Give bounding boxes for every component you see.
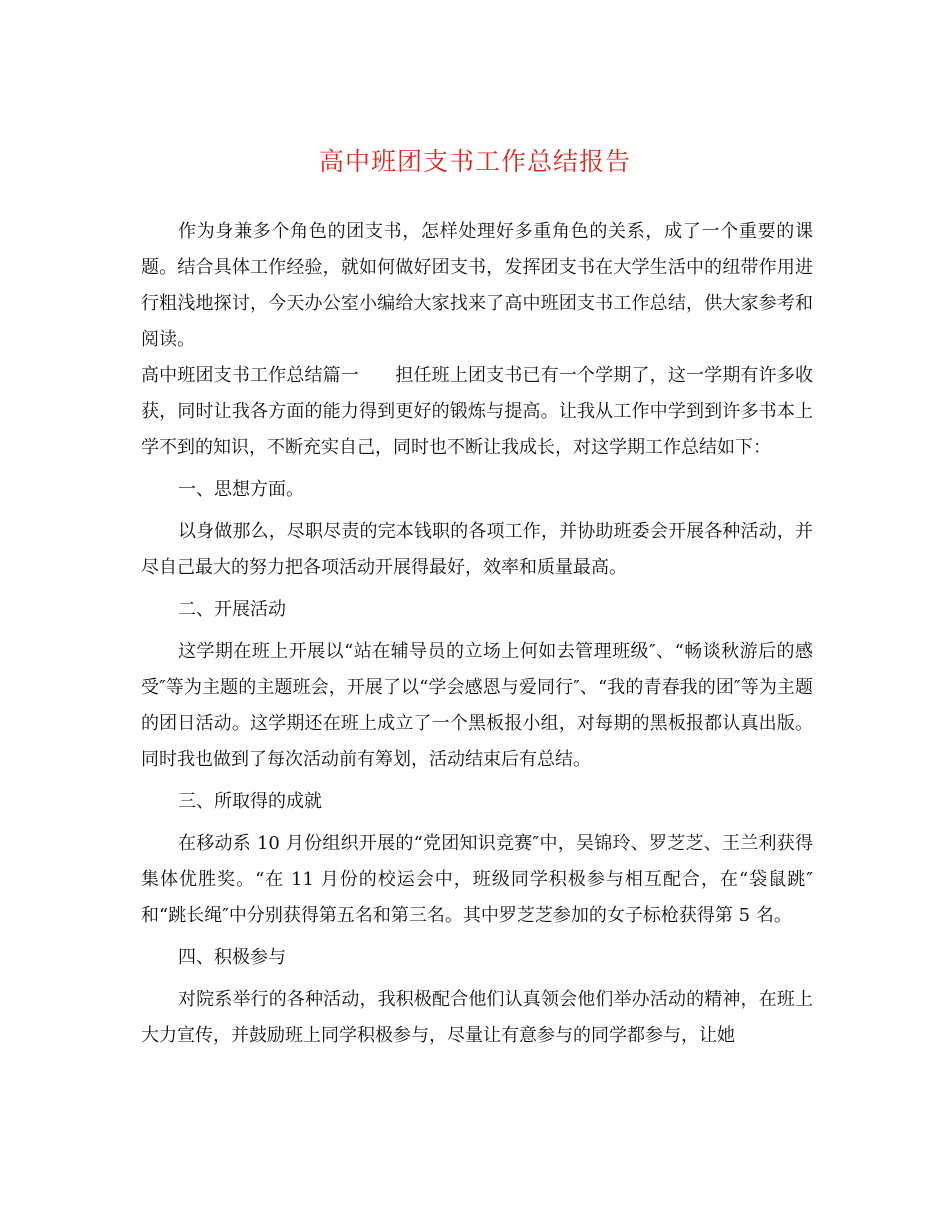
achievements-paragraph: 在移动系 10 月份组织开展的“党团知识竞赛″中，吴锦玲、罗芝芝、王兰利获得集体优胜奖。“在 11 月份的校运会中，班级同学积极参与相互配合，在“袋鼠跳″和“跳长绳″中分别获得第五名和第三名。其中罗芝芝参加的女子标枪获得第 5 名。 bbox=[141, 833, 813, 926]
activities-paragraph: 这学期在班上开展以“站在辅导员的立场上何如去管理班级″、“畅谈秋游后的感受″等为主题的主题班会，开展了以“学会感恩与爱同行″、“我的青春我的团″等为主题的团日活动。这学期还在班上成立了一个黑板报小组，对每期的黑板报都认真出版。同时我也做到了每次活动前有筹划，活动结束后有总结。 bbox=[141, 641, 813, 770]
heading-activities: 二、开展活动 bbox=[178, 599, 286, 620]
document-title: 高中班团支书工作总结报告 bbox=[318, 147, 631, 176]
heading-thought: 一、思想方面。 bbox=[178, 479, 304, 500]
document-body bbox=[141, 214, 813, 1054]
participation-paragraph: 对院系举行的各种活动，我积极配合他们认真领会他们举办活动的精神，在班上大力宣传，并鼓励班上同学积极参与，尽量让有意参与的同学都参与，让她 bbox=[141, 989, 813, 1046]
heading-participation: 四、积极参与 bbox=[178, 947, 286, 968]
section-intro-paragraph: 高中班团支书工作总结篇一 担任班上团支书已有一个学期了，这一学期有许多收获，同时让我各方面的能力得到更好的锻炼与提高。让我从工作中学到到许多书本上学不到的知识，不断充实自己，同时也不断让我成长，对这学期工作总结如下： bbox=[141, 365, 813, 458]
thought-paragraph: 以身做那么，尽职尽责的完本钱职的各项工作，并协助班委会开展各种活动，并尽自己最大的努力把各项活动开展得最好，效率和质量最高。 bbox=[141, 521, 813, 578]
intro-paragraph: 作为身兼多个角色的团支书，怎样处理好多重角色的关系，成了一个重要的课题。结合具体工作经验，就如何做好团支书，发挥团支书在大学生活中的纽带作用进行粗浅地探讨，今天办公室小编给大家找来了高中班团支书工作总结，供大家参考和阅读。 bbox=[141, 221, 813, 350]
heading-achievements: 三、所取得的成就 bbox=[178, 791, 322, 812]
